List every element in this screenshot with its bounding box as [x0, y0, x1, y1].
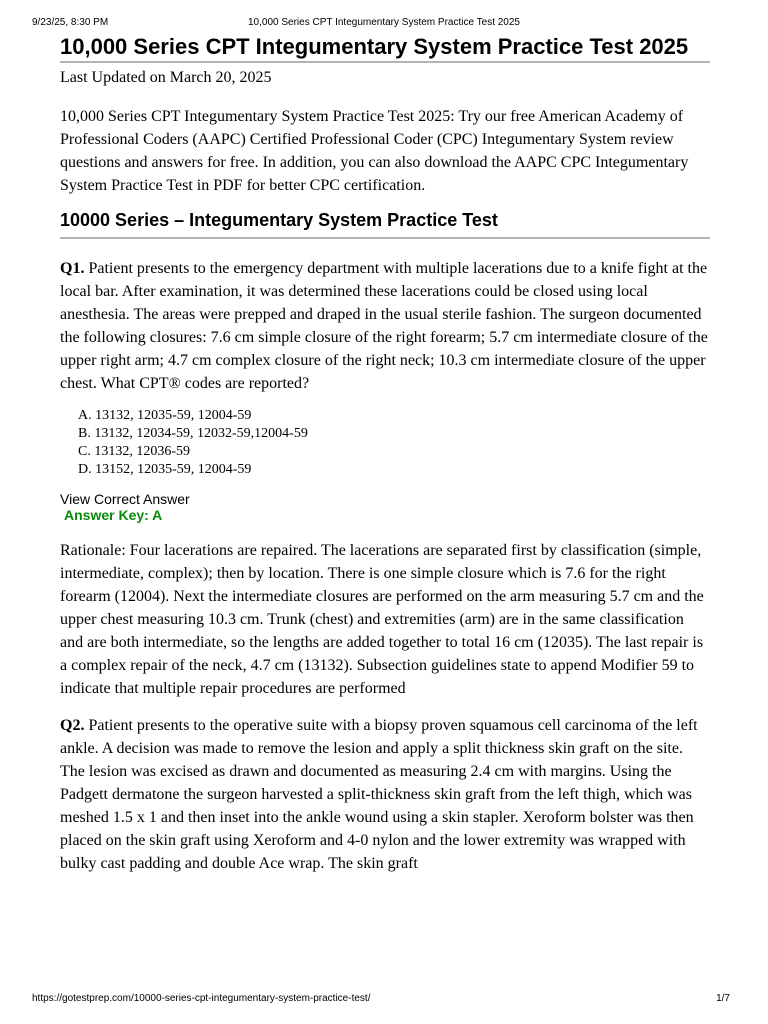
print-page-title: 10,000 Series CPT Integumentary System Practice Test 2025 [248, 17, 520, 28]
intro-paragraph: 10,000 Series CPT Integumentary System Practice Test 2025: Try our free American Academy of Professional Coders (AAPC) Certified Professional Coder (CPC) Integumentary System review questions and answers for free. In addition, you can also download the AAPC CPC Integumentary System Practice Test in PDF for better CPC certification. [60, 108, 689, 194]
question-1 [60, 257, 710, 395]
option-d: D. 13152, 12035-59, 12004-59 [78, 462, 252, 477]
question-1-text: Patient presents to the emergency department with multiple lacerations due to a knife fight at the local bar. After examination, it was determined these lacerations could be closed using local anesthesia. The areas were prepped and draped in the usual sterile fashion. The surgeon documented the following closures: 7.6 cm simple closure of the right forearm; 5.7 cm intermediate closure of the upper right arm; 4.7 cm complex closure of the right neck; 10.3 cm intermediate closure of the upper chest. What CPT® codes are reported? [60, 260, 708, 392]
page-number: 1/7 [716, 993, 730, 1004]
last-updated: Last Updated on March 20, 2025 [60, 69, 272, 86]
option-b: B. 13132, 12034-59, 12032-59,12004-59 [78, 426, 308, 441]
article-title: 10,000 Series CPT Integumentary System Practice Test 2025 [60, 34, 710, 63]
section-heading: 10000 Series – Integumentary System Practice Test [60, 209, 710, 239]
question-1-number: Q1. [60, 260, 85, 277]
print-footer [32, 992, 736, 1006]
view-correct-answer-toggle[interactable]: View Correct Answer [60, 491, 190, 507]
print-url[interactable]: https://gotestprep.com/10000-series-cpt-integumentary-system-practice-test/ [32, 993, 371, 1004]
print-datetime: 9/23/25, 8:30 PM [32, 17, 109, 28]
print-header [32, 16, 736, 30]
answer-key: Answer Key: A [64, 507, 163, 523]
rationale-paragraph: Rationale: Four lacerations are repaired. The lacerations are separated first by classification (simple, intermediate, complex); then by location. There is one simple closure which is 7.6 for the right forearm (12004). Next the intermediate closures are performed on the arm measuring 5.7 cm and the upper chest measuring 10.3 cm. Trunk (chest) and extremities (arm) are in the same classification and are both intermediate, so the lengths are added together to total 16 cm (12035). The last repair is a complex repair of the neck, 4.7 cm (13132). Subsection guidelines state to append Modifier 59 to indicate that multiple repair procedures are performed [60, 542, 704, 697]
question-2-text: Patient presents to the operative suite with a biopsy proven squamous cell carcinoma of the left ankle. A decision was made to remove the lesion and apply a split thickness skin graft on the site. The lesion was excised as drawn and documented as measuring 2.4 cm with margins. Using the Padgett dermatone the surgeon harvested a split-thickness skin graft from the left thigh, which was meshed 1.5 x 1 and then inset into the ankle wound using a skin stapler. Xeroform bolster was then placed on the skin graft using Xeroform and 4-0 nylon and the lower extremity was wrapped with bulky cast padding and double Ace wrap. The skin graft [60, 717, 698, 872]
question-2 [60, 714, 710, 875]
option-c: C. 13132, 12036-59 [78, 444, 190, 459]
option-a: A. 13132, 12035-59, 12004-59 [78, 408, 252, 423]
article-content [60, 34, 710, 875]
question-1-options [78, 407, 710, 479]
question-2-number: Q2. [60, 717, 85, 734]
